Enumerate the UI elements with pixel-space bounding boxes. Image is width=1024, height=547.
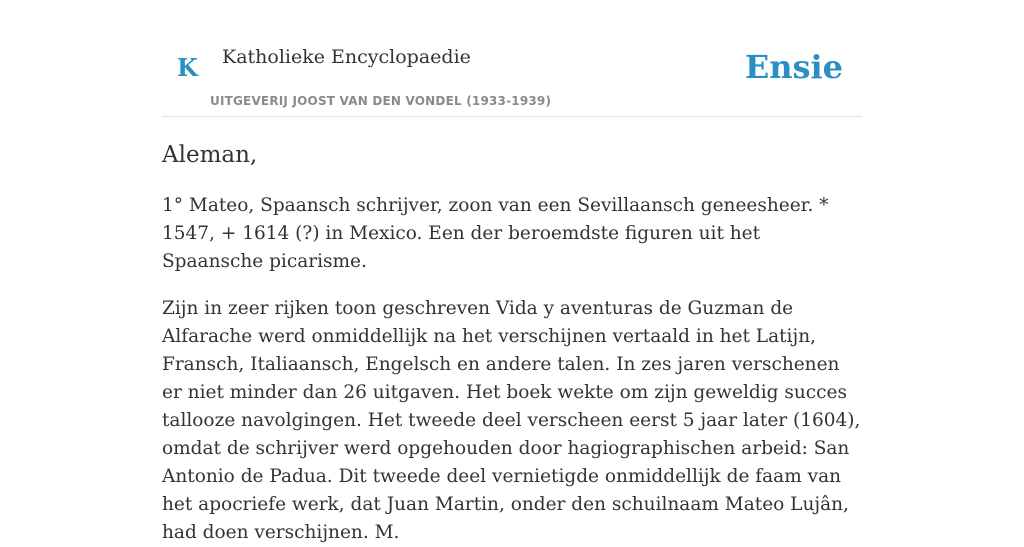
entry-paragraph-1: 1° Mateo, Spaansch schrijver, zoon van een Sevillaansch geneesheer. * 1547, + 1614 (?) in Mexico. Een der beroemdste figuren uit het Spaansche picarisme. xyxy=(162,195,829,272)
header xyxy=(162,0,862,117)
entry-paragraph-2: Zijn in zeer rijken toon geschreven Vida y aventuras de Guzman de Alfarache werd onmiddellijk na het verschijnen vertaald in het Latijn, Fransch, Italiaansch, Engelsch en andere talen. In zes jaren verschenen er niet minder dan 26 uitgaven. Het boek wekte om zijn geweldig succes tallooze navolgingen. Het tweede deel verscheen eerst 5 jaar later (1604), omdat de schrijver werd opgehouden door hagiographischen arbeid: San Antonio de Padua. Dit tweede deel vernietigde onmiddellijk de faam van het apocriefe werk, dat Juan Martin, onder den schuilnaam Mateo Lujân, had doen verschijnen. M. xyxy=(162,298,861,543)
page xyxy=(162,0,862,547)
encyclopedia-logo-icon[interactable]: K xyxy=(177,53,198,82)
entry-title: Aleman, xyxy=(162,142,258,168)
site-logo[interactable]: Ensie xyxy=(744,48,843,86)
publisher-subtitle: UITGEVERIJ JOOST VAN DEN VONDEL (1933-1939) xyxy=(210,94,552,108)
encyclopedia-title[interactable]: Katholieke Encyclopaedie xyxy=(222,46,471,68)
